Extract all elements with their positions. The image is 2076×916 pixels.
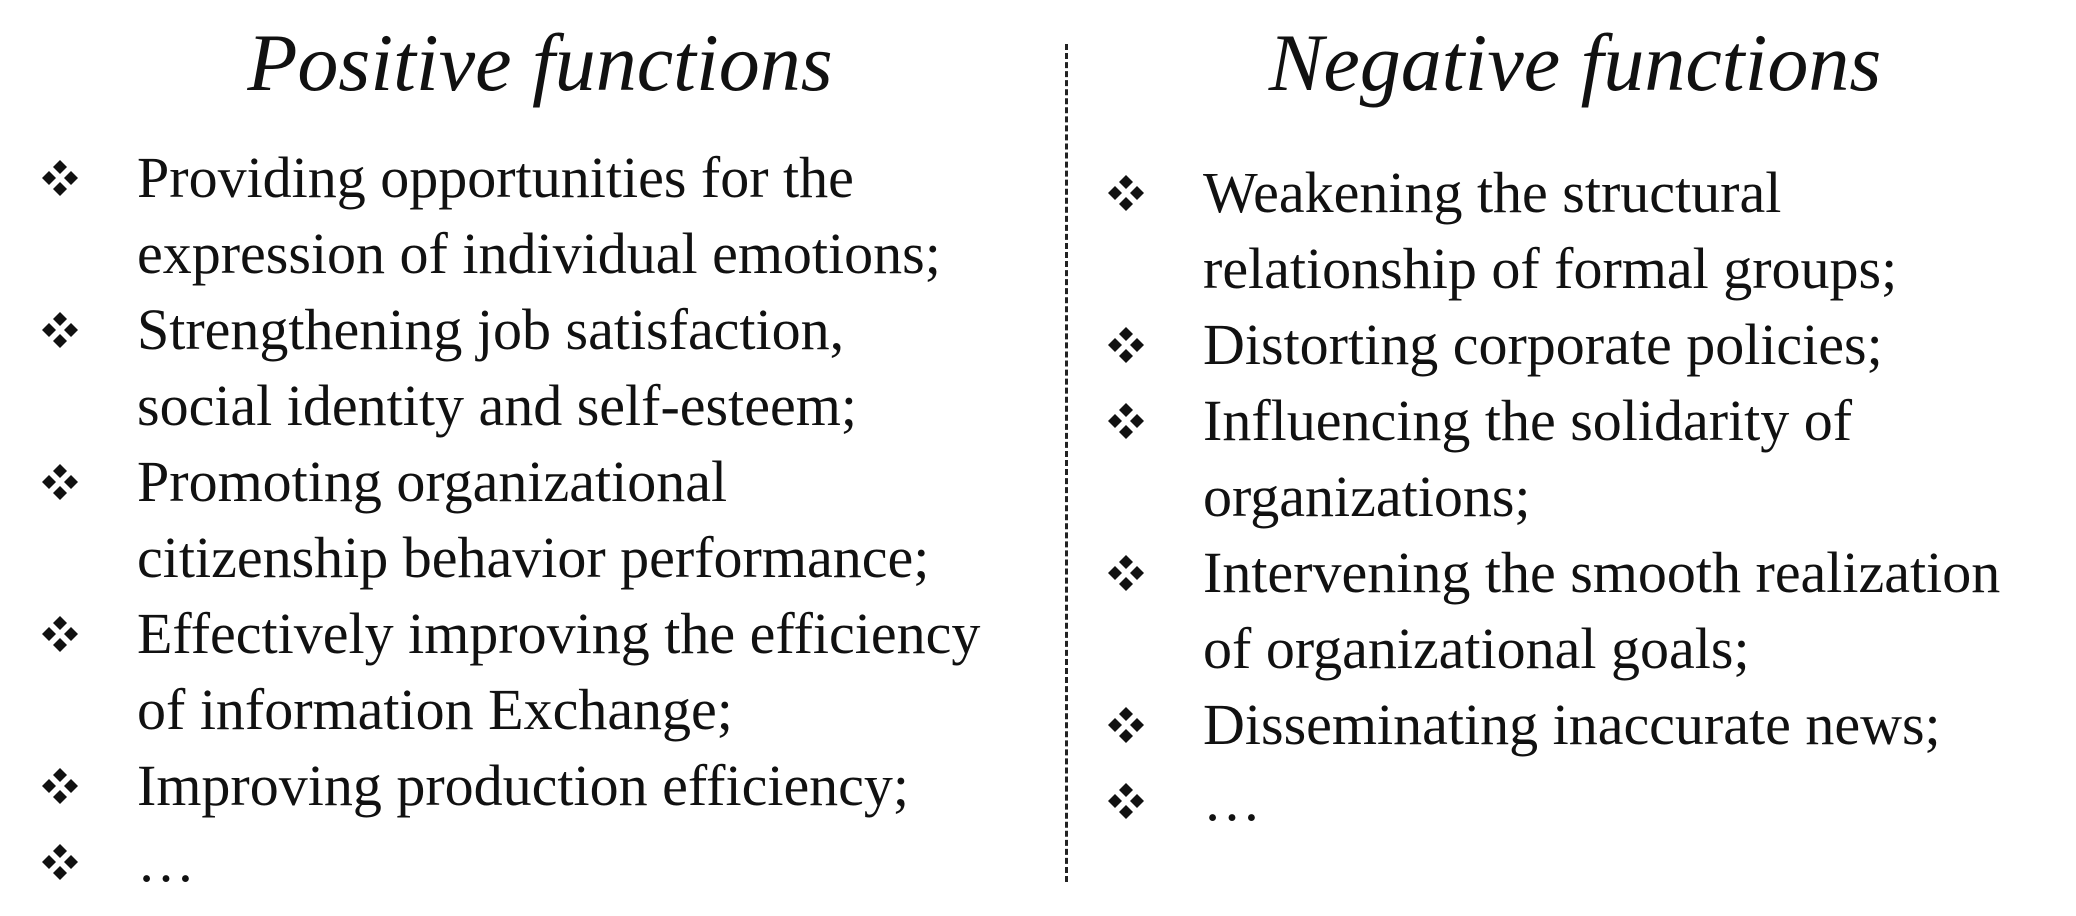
negative-functions-list [1070,155,2000,839]
list-item [0,292,980,444]
four-diamond-bullet-icon [40,158,80,198]
positive-functions-list [0,140,980,900]
four-diamond-bullet-icon [40,310,80,350]
list-item-text: relationship of formal groups; [1203,236,1898,301]
list-item [1070,155,2000,307]
list-item [1070,687,2000,763]
list-item-text: citizenship behavior performance; [137,525,930,590]
four-diamond-bullet-icon [40,842,80,882]
four-diamond-bullet-icon [1106,401,1146,441]
list-item-text: Influencing the solidarity of [1203,388,1853,453]
four-diamond-bullet-icon [40,614,80,654]
list-item [0,140,980,292]
list-item-text: Strengthening job satisfaction, [137,297,845,362]
list-item-text: of information Exchange; [137,677,733,742]
dashed-divider [1065,44,1068,882]
four-diamond-bullet-icon [1106,553,1146,593]
list-item [0,444,980,596]
positive-functions-title: Positive functions [247,17,833,108]
list-item-text: organizations; [1203,464,1531,529]
list-item-text: … [1203,768,1261,833]
four-diamond-bullet-icon [1106,325,1146,365]
list-item [0,748,980,824]
four-diamond-bullet-icon [1106,705,1146,745]
four-diamond-bullet-icon [40,462,80,502]
list-item [1070,307,2000,383]
list-item-text: Distorting corporate policies; [1203,312,1883,377]
four-diamond-bullet-icon [1106,781,1146,821]
list-item [0,824,980,900]
four-diamond-bullet-icon [1106,173,1146,213]
list-item [0,596,980,748]
list-item-text: Promoting organizational [137,449,728,514]
list-item-text: Improving production efficiency; [137,753,910,818]
list-item [1070,535,2000,687]
list-item-text: Intervening the smooth realization [1203,540,2001,605]
four-diamond-bullet-icon [40,766,80,806]
list-item [1070,763,2000,839]
list-item-text: social identity and self-esteem; [137,373,857,438]
list-item [1070,383,2000,535]
list-item-text: of organizational goals; [1203,616,1750,681]
list-item-text: Effectively improving the efficiency [137,601,981,666]
list-item-text: Disseminating inaccurate news; [1203,692,1941,757]
list-item-text: … [137,829,195,894]
list-item-text: expression of individual emotions; [137,221,941,286]
negative-functions-title: Negative functions [1268,17,1882,108]
list-item-text: Providing opportunities for the [137,145,854,210]
list-item-text: Weakening the structural [1203,160,1782,225]
